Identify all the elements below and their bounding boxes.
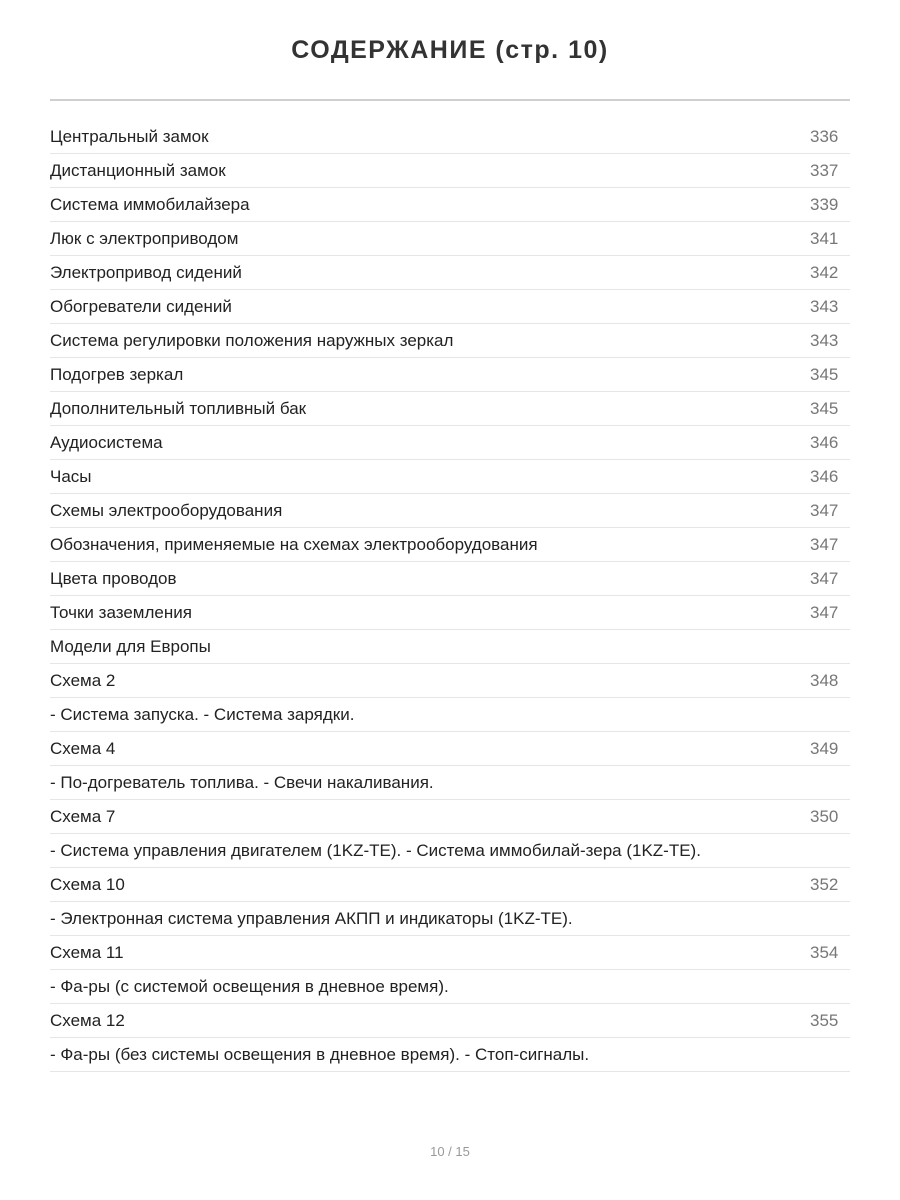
toc-entry-page-number: 347: [810, 500, 839, 520]
toc-entry[interactable]: [50, 358, 850, 392]
toc-entry-title: Схема 10: [50, 874, 125, 894]
toc-entry-title: Система регулировки положения наружных зеркал: [50, 330, 454, 350]
toc-entry[interactable]: [50, 868, 850, 902]
toc-entry[interactable]: [50, 324, 850, 358]
page-title: СОДЕРЖАНИЕ (стр. 10): [291, 36, 609, 64]
toc-entry[interactable]: [50, 494, 850, 528]
toc-entry-title: Люк с электроприводом: [50, 228, 239, 248]
toc-entry[interactable]: [50, 1004, 850, 1038]
toc-entry-page-number: 343: [810, 296, 839, 316]
toc-entry-title: Схема 4: [50, 738, 116, 758]
toc-entry[interactable]: [50, 800, 850, 834]
toc-list: [50, 120, 850, 1072]
toc-entry-page-number: 337: [810, 160, 839, 180]
toc-entry[interactable]: [50, 256, 850, 290]
toc-entry[interactable]: [50, 392, 850, 426]
toc-entry[interactable]: [50, 766, 850, 800]
toc-entry[interactable]: [50, 970, 850, 1004]
toc-entry-page-number: 345: [810, 398, 839, 418]
toc-entry-page-number: 343: [810, 330, 839, 350]
toc-entry[interactable]: [50, 596, 850, 630]
toc-entry-title: Схема 11: [50, 942, 124, 962]
toc-entry[interactable]: [50, 664, 850, 698]
toc-entry-title: Точки заземления: [50, 602, 192, 622]
toc-entry-title: Схема 2: [50, 670, 116, 690]
toc-entry[interactable]: [50, 698, 850, 732]
toc-entry-title: Часы: [50, 466, 92, 486]
toc-entry[interactable]: [50, 562, 850, 596]
page-counter: 10 / 15: [430, 1144, 470, 1159]
toc-entry-page-number: 349: [810, 738, 839, 758]
toc-entry-title: Обозначения, применяемые на схемах электрооборудования: [50, 534, 538, 554]
toc-entry-title: Дистанционный замок: [50, 160, 226, 180]
title-divider: [50, 99, 850, 101]
toc-entry-page-number: 350: [810, 806, 839, 826]
toc-entry-title: - По-догреватель топлива. - Свечи накаливания.: [50, 772, 434, 792]
toc-entry[interactable]: [50, 732, 850, 766]
toc-entry[interactable]: [50, 630, 850, 664]
toc-entry-title: - Система запуска. - Система зарядки.: [50, 704, 355, 724]
toc-entry[interactable]: [50, 460, 850, 494]
toc-entry-title: Система иммобилайзера: [50, 194, 250, 214]
toc-entry[interactable]: [50, 528, 850, 562]
toc-entry-page-number: 346: [810, 466, 839, 486]
toc-entry[interactable]: [50, 936, 850, 970]
toc-entry-page-number: 347: [810, 568, 839, 588]
toc-entry-title: Подогрев зеркал: [50, 364, 184, 384]
toc-entry-page-number: 355: [810, 1010, 839, 1030]
toc-entry-title: - Фа-ры (с системой освещения в дневное время).: [50, 976, 449, 996]
toc-entry-title: Аудиосистема: [50, 432, 163, 452]
toc-entry-page-number: 346: [810, 432, 839, 452]
toc-entry-title: Схема 12: [50, 1010, 125, 1030]
toc-entry-page-number: 354: [810, 942, 839, 962]
toc-entry-title: Электропривод сидений: [50, 262, 242, 282]
toc-entry-title: Цвета проводов: [50, 568, 177, 588]
toc-entry-page-number: 347: [810, 534, 839, 554]
toc-entry-page-number: 347: [810, 602, 839, 622]
toc-entry[interactable]: [50, 120, 850, 154]
toc-entry-page-number: 345: [810, 364, 839, 384]
toc-entry-title: Схема 7: [50, 806, 116, 826]
toc-entry-title: Модели для Европы: [50, 636, 211, 656]
toc-entry-page-number: 341: [810, 228, 839, 248]
toc-entry-title: Дополнительный топливный бак: [50, 398, 307, 418]
toc-entry-page-number: 348: [810, 670, 839, 690]
toc-entry-title: - Система управления двигателем (1KZ-TE). - Система иммобилай-зера (1KZ-TE).: [50, 840, 701, 860]
toc-entry-title: - Электронная система управления АКПП и индикаторы (1KZ-TE).: [50, 908, 573, 928]
toc-entry-title: Обогреватели сидений: [50, 296, 232, 316]
toc-entry[interactable]: [50, 290, 850, 324]
toc-entry[interactable]: [50, 154, 850, 188]
toc-entry-title: Схемы электрооборудования: [50, 500, 283, 520]
toc-entry-page-number: 339: [810, 194, 839, 214]
toc-entry-title: - Фа-ры (без системы освещения в дневное время). - Стоп-сигналы.: [50, 1044, 590, 1064]
toc-entry[interactable]: [50, 222, 850, 256]
toc-entry[interactable]: [50, 188, 850, 222]
toc-entry-title: Центральный замок: [50, 126, 209, 146]
toc-entry-page-number: 352: [810, 874, 839, 894]
toc-entry[interactable]: [50, 426, 850, 460]
toc-entry[interactable]: [50, 834, 850, 868]
toc-entry[interactable]: [50, 1038, 850, 1072]
toc-entry[interactable]: [50, 902, 850, 936]
toc-entry-page-number: 336: [810, 126, 839, 146]
toc-entry-page-number: 342: [810, 262, 839, 282]
